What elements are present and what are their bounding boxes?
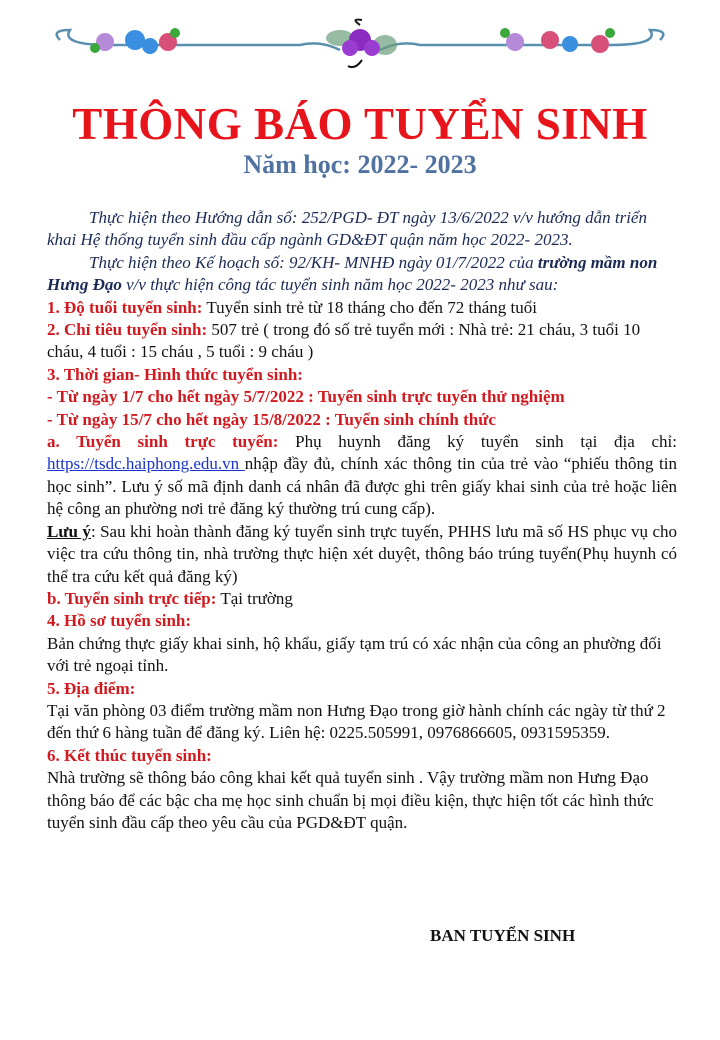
- section-text: 507 trẻ ( trong đó số trẻ tuyển mới : Nhà trẻ: 21 cháu, 3 tuổi 10 cháu, 4 tuổi : 15 cháu , 5 tuổi : 9 cháu ): [47, 320, 641, 362]
- intro-text: Thực hiện theo Kế hoạch số: 92/KH- MNHĐ ngày 01/7/2022 của: [89, 252, 538, 272]
- left-flower-cluster-icon: [90, 28, 180, 54]
- section-heading: 1. Độ tuổi tuyển sinh:: [47, 297, 203, 317]
- trial-period: - Từ ngày 1/7 cho hết ngày 5/7/2022 : Tuyển sinh trực tuyến thử nghiệm: [47, 387, 565, 407]
- center-flower-icon: [326, 20, 397, 68]
- online-enrollment: [47, 431, 677, 521]
- section-4-heading: 4. Hồ sơ tuyển sinh:: [47, 611, 192, 631]
- floral-banner-decoration: [0, 0, 720, 80]
- official-period: - Từ ngày 15/7 cho hết ngày 15/8/2022 : Tuyển sinh chính thức: [47, 409, 496, 429]
- section-text: Tuyển sinh trẻ từ 18 tháng cho đến 72 tháng tuổi: [202, 297, 537, 317]
- subsection-heading: b. Tuyển sinh trực tiếp:: [47, 588, 217, 608]
- section-text: Phụ huynh đăng ký tuyển sinh tại địa chỉ:: [278, 432, 678, 452]
- section-5-heading: 5. Địa điểm:: [47, 678, 136, 698]
- document-body: [47, 207, 677, 834]
- section-6-heading: 6. Kết thúc tuyển sinh:: [47, 745, 212, 765]
- enrollment-link[interactable]: https://tsdc.haiphong.edu.vn: [47, 454, 245, 474]
- intro-text: v/v thực hiện công tác tuyển sinh năm học 2022- 2023 như sau:: [121, 275, 559, 295]
- section-1: [47, 297, 677, 319]
- note: [47, 521, 677, 588]
- section-text: nhập đầy đủ, chính xác thông tin của trẻ vào “phiếu thông tin học sinh”. Lưu ý số mã định danh cá nhân đã được ghi trên giấy khai sinh của trẻ hoặc liên hệ công an phường nơi trẻ đăng ký thường trú cung cấp).: [47, 454, 677, 519]
- school-year: Năm học: 2022- 2023: [243, 150, 477, 179]
- note-label: Lưu ý: [47, 521, 91, 541]
- section-3-heading: 3. Thời gian- Hình thức tuyển sinh:: [47, 364, 303, 384]
- note-text: : Sau khi hoàn thành đăng ký tuyển sinh trực tuyến, PHHS lưu mã số HS phục vụ cho việc tra cứu thông tin, nhà trường thực hiện xét duyệt, thông báo trúng tuyển(Phụ huynh có thể tra cứu kết quả đăng ký): [47, 521, 677, 586]
- intro-paragraph-2: [47, 252, 677, 297]
- document-title: THÔNG BÁO TUYỂN SINH: [72, 99, 648, 149]
- section-6-text: Nhà trường sẽ thông báo công khai kết quả tuyển sinh . Vậy trường mầm non Hưng Đạo thông báo để các bậc cha mẹ học sinh chuẩn bị mọi điều kiện, thực hiện tốt các hình thức tuyển sinh đầu cấp theo yêu cầu của PGD&ĐT quận.: [47, 768, 654, 832]
- section-2: [47, 319, 677, 364]
- intro-paragraph-1: Thực hiện theo Hướng dẫn số: 252/PGD- ĐT ngày 13/6/2022 v/v hướng dẫn triển khai Hệ thống tuyển sinh đầu cấp ngành GD&ĐT quận năm học 2022- 2023.: [47, 208, 647, 250]
- section-heading: 2. Chỉ tiêu tuyển sinh:: [47, 320, 208, 340]
- signature: BAN TUYỂN SINH: [430, 926, 576, 945]
- school-name: trường mầm non Hưng Đạo: [47, 252, 658, 295]
- subsection-heading: a. Tuyển sinh trực tuyến:: [47, 432, 279, 452]
- section-text: Tại trường: [216, 588, 293, 608]
- section-5-text: Tại văn phòng 03 điểm trường mầm non Hưng Đạo trong giờ hành chính các ngày từ thứ 2 đến thứ 6 hàng tuần để đăng ký. Liên hệ: 0225.505991, 0976866605, 0931595359.: [47, 700, 666, 743]
- right-flower-cluster-icon: [500, 28, 615, 53]
- section-4-text: Bản chứng thực giấy khai sinh, hộ khẩu, giấy tạm trú có xác nhận của công an phường đối với trẻ ngoại tỉnh.: [47, 633, 662, 676]
- direct-enrollment: [47, 588, 677, 610]
